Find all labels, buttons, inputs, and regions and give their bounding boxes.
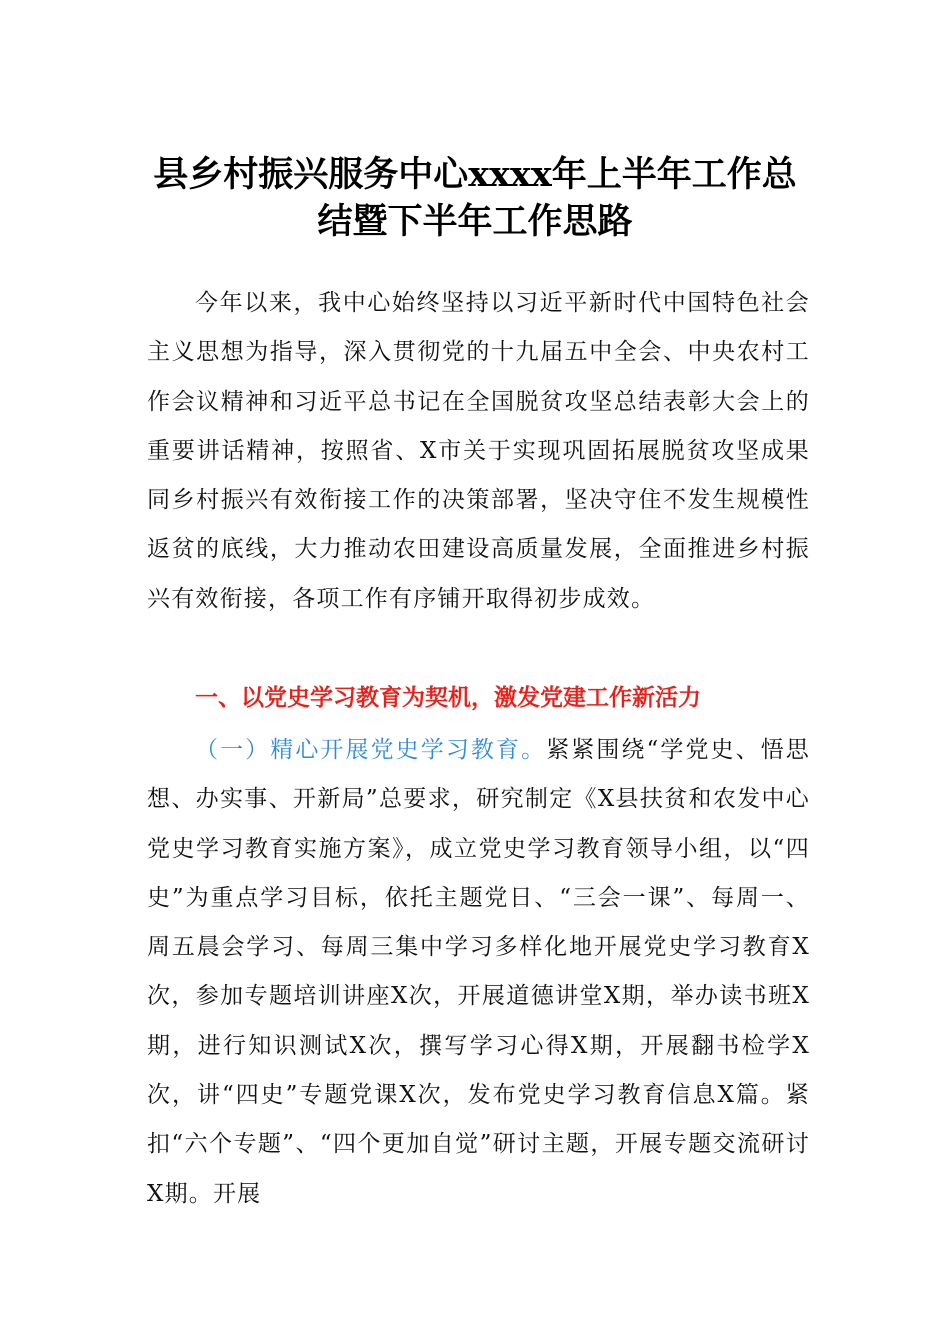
subsection-1-paragraph [147,726,810,1219]
document-title-line-2: 结暨下半年工作思路 [317,201,633,242]
document-title-line-1: 县乡村振兴服务中心xxxx年上半年工作总 [153,154,797,195]
intro-paragraph: 今年以来，我中心始终坚持以习近平新时代中国特色社会主义思想为指导，深入贯彻党的十九届五中全会、中央农村工作会议精神和习近平总书记在全国脱贫攻坚总结表彰大会上的重要讲话精神，按照省、X市关于实现巩固拓展脱贫攻坚成果同乡村振兴有效衔接工作的决策部署，坚决守住不发生规模性返贫的底线，大力推动农田建设高质量发展，全面推进乡村振兴有效衔接，各项工作有序铺开取得初步成效。 [147,290,810,612]
subsection-1-body: 紧紧围绕“学党史、悟思想、办实事、开新局”总要求，研究制定《X县扶贫和农发中心党史学习教育实施方案》，成立党史学习教育领导小组，以“四史”为重点学习目标，依托主题党日、“三会一课”、每周一、周五晨会学习、每周三集中学习多样化地开展党史学习教育X次，参加专题培训讲座X次，开展道德讲堂X期，举办读书班X期，进行知识测试X次，撰写学习心得X期，开展翻书检学X次，讲“四史”专题党课X次，发布党史学习教育信息X篇。紧扣“六个专题”、“四个更加自觉”研讨主题，开展专题交流研讨X期。开展 [147,737,810,1207]
subsection-1-heading: （一）精心开展党史学习教育。 [195,737,547,763]
section-1-heading: 一、以党史学习教育为契机，激发党建工作新活力 [195,685,701,711]
